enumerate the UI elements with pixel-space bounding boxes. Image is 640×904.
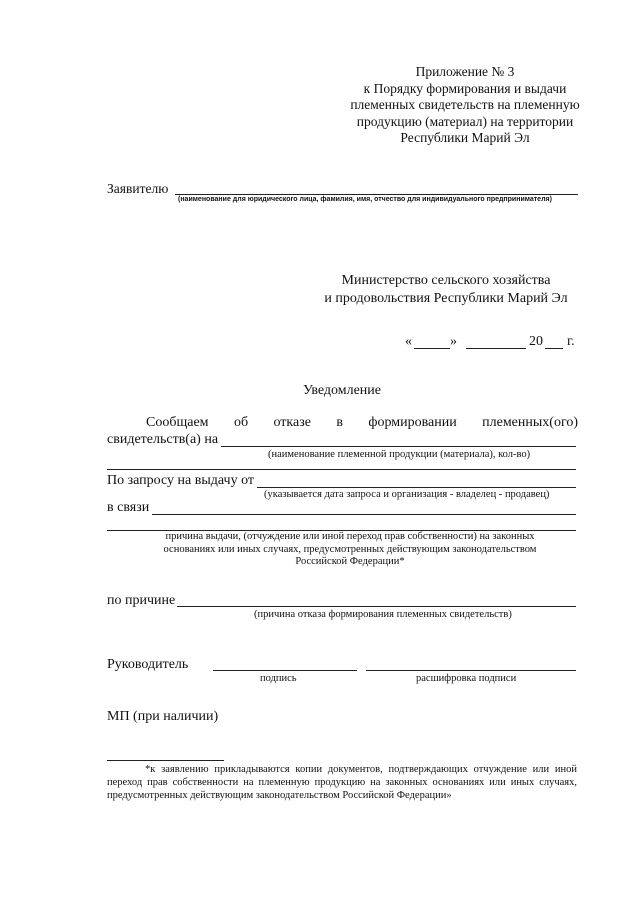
applicant-label: Заявителю [107, 181, 169, 196]
sign-hint: подпись [260, 673, 297, 684]
connection-hint-line: Российской Федерации* [295, 556, 405, 567]
sentence-word: Сообщаем [146, 415, 209, 430]
product-field[interactable] [221, 446, 576, 447]
appendix-line: Республики Марий Эл [400, 130, 530, 145]
signature-decode-field[interactable] [366, 670, 576, 671]
appendix-line: племенных свидетельств на племенную [350, 97, 580, 112]
date-year-field[interactable] [545, 348, 563, 349]
product-hint: (наименование племенной продукции (материала), кол-во) [268, 449, 531, 460]
sentence-word: об [233, 415, 249, 430]
date-day-field[interactable] [414, 348, 450, 349]
applicant-hint: (наименование для юридического лица, фамилия, имя, отчество для индивидуального предпринимателя) [178, 196, 552, 203]
ministry-line: и продовольствия Республики Марий Эл [324, 291, 568, 306]
footnote-text: *к заявлению прикладываются копии документов, подтверждающих отчуждение или иной переход прав собственности на племенную продукцию на законных основаниях или иных случаях, предусмотренных действующим законодательством Российской Федерации» [107, 764, 577, 801]
date-year-suffix: г. [567, 334, 575, 349]
request-hint: (указывается дата запроса и организация - владелец - продавец) [264, 489, 550, 500]
request-label: По запросу на выдачу от [107, 473, 255, 488]
ministry-block [300, 272, 592, 308]
appendix-line: к Порядку формирования и выдачи [363, 80, 567, 96]
notice-title: Уведомление [303, 383, 382, 398]
sentence-word: в [336, 415, 343, 430]
applicant-field[interactable] [175, 194, 578, 195]
connection-hint [140, 531, 560, 569]
date-month-field[interactable] [466, 348, 526, 349]
product-field-extra[interactable] [107, 469, 576, 470]
connection-hint-line: основаниях или иных случаях, предусмотренных действующим законодательством [163, 543, 537, 555]
appendix-line: Приложение № 3 [415, 64, 515, 79]
footnote-separator [107, 760, 224, 761]
connection-field[interactable] [152, 514, 576, 515]
decode-hint: расшифровка подписи [416, 673, 517, 684]
notice-sentence [146, 415, 578, 431]
appendix-header [320, 64, 610, 147]
sentence-word: формировании [368, 415, 457, 430]
reason-label: по причине [107, 593, 176, 608]
sentence-continuation: свидетельств(а) на [107, 432, 219, 447]
sentence-word: племенных(ого) [482, 415, 578, 430]
head-label: Руководитель [107, 657, 189, 672]
connection-label: в связи [107, 500, 150, 515]
sentence-word: отказе [273, 415, 311, 430]
date-close-quote: » [450, 334, 457, 349]
ministry-line: Министерство сельского хозяйства [341, 273, 551, 288]
signature-field[interactable] [213, 670, 357, 671]
appendix-line: продукцию (материал) на территории [356, 113, 574, 129]
request-field[interactable] [257, 487, 576, 488]
reason-field[interactable] [177, 606, 576, 607]
reason-hint: (причина отказа формирования племенных свидетельств) [254, 609, 512, 620]
date-century: 20 [529, 334, 543, 349]
date-open-quote: « [405, 334, 412, 349]
connection-hint-line: причина выдачи, (отчуждение или иной переход прав собственности) на законных [165, 531, 535, 542]
stamp-label: МП (при наличии) [107, 709, 219, 724]
